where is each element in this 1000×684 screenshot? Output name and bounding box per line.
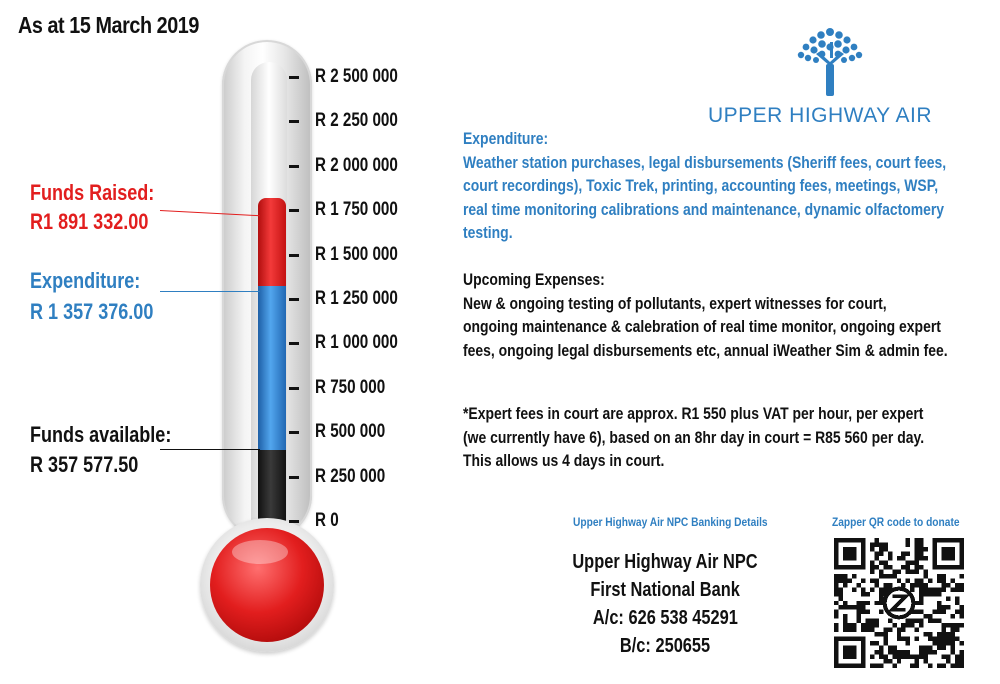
scale-tick-mark	[289, 165, 299, 168]
scale-tick-mark	[289, 254, 299, 257]
bank-account-number	[515, 607, 815, 630]
upcoming-line: New & ongoing testing of pollutants, expert witnesses for court,	[463, 293, 887, 313]
scale-tick-label: R 500 000	[315, 421, 386, 443]
scale-tick-mark	[289, 476, 299, 479]
scale-tick-label: R 750 000	[315, 376, 386, 398]
scale-tick-mark	[289, 520, 299, 523]
scale-tick-label: R 1 500 000	[315, 243, 398, 265]
expenditure-value: R 1 357 376.00	[30, 299, 154, 324]
scale-tick-mark	[289, 431, 299, 434]
expenditure-line: Weather station purchases, legal disbursements (Sheriff fees, court fees,	[463, 152, 947, 172]
bank-account-number-text: A/c: 626 538 45291	[592, 607, 738, 629]
funds-available-value: R 357 577.50	[30, 452, 139, 477]
scale-tick-label: R 2 250 000	[315, 110, 398, 132]
upcoming-heading: Upcoming Expenses:	[463, 270, 605, 289]
scale-tick-label: R 2 500 000	[315, 66, 398, 87]
qr-code-icon[interactable]	[834, 538, 964, 668]
expenditure-line: testing.	[463, 223, 513, 242]
scale-tick-label: R 2 000 000	[315, 154, 398, 176]
scale-tick-mark	[289, 209, 299, 212]
expenditure-fill	[258, 286, 286, 450]
funds-raised-fill	[258, 198, 286, 286]
note-line: (we currently have 6), based on an 8hr day in court = R85 560 per day.	[463, 427, 925, 447]
upcoming-section	[463, 268, 948, 362]
funds-raised-value: R1 891 332.00	[30, 209, 149, 234]
expert-fees-note	[463, 402, 924, 473]
expenditure-section	[463, 127, 946, 245]
expenditure-heading: Expenditure:	[463, 129, 549, 148]
bank-name	[515, 579, 815, 602]
date-stamp: As at 15 March 2019	[18, 12, 199, 38]
note-line: This allows us 4 days in court.	[463, 451, 665, 470]
qr-heading: Zapper QR code to donate	[832, 515, 960, 529]
note-line: *Expert fees in court are approx. R1 550 plus VAT per hour, per expert	[463, 404, 924, 423]
tree-icon	[792, 24, 868, 98]
expenditure-label: Expenditure:	[30, 268, 141, 293]
funds-available-label: Funds available:	[30, 422, 172, 447]
scale-tick-mark	[289, 342, 299, 345]
bank-branch-code	[515, 635, 815, 658]
funds-raised-label: Funds Raised:	[30, 180, 155, 205]
expenditure-line: real time monitoring calibrations and maintenance, dynamic olfactomery	[463, 199, 945, 219]
scale-tick-mark	[289, 387, 299, 390]
bank-name-text: First National Bank	[590, 579, 740, 601]
upcoming-line: ongoing maintenance & calebration of real time monitor, ongoing expert	[463, 317, 941, 336]
bank-account-name-text: Upper Highway Air NPC	[572, 551, 758, 573]
scale-tick-mark	[289, 298, 299, 301]
scale-tick-label: R 0	[315, 510, 339, 531]
scale-tick-label: R 1 250 000	[315, 288, 398, 309]
scale-tick-label: R 250 000	[315, 465, 386, 487]
bank-account-name	[515, 551, 815, 574]
scale-tick-label: R 1 750 000	[315, 199, 398, 221]
thermometer-bulb-shine	[232, 540, 288, 564]
expenditure-leader	[160, 291, 260, 292]
scale-tick-mark	[289, 76, 299, 79]
scale-tick-mark	[289, 120, 299, 123]
scale-tick-label: R 1 000 000	[315, 332, 398, 354]
upcoming-line: fees, ongoing legal disbursements etc, annual iWeather Sim & admin fee.	[463, 340, 948, 360]
logo-text: UPPER HIGHWAY AIR	[708, 104, 932, 127]
banking-heading: Upper Highway Air NPC Banking Details	[573, 515, 768, 529]
funds-available-leader	[160, 449, 260, 450]
bank-branch-code-text: B/c: 250655	[619, 635, 711, 657]
expenditure-line: court recordings), Toxic Trek, printing, accounting fees, meetings, WSP,	[463, 176, 939, 195]
